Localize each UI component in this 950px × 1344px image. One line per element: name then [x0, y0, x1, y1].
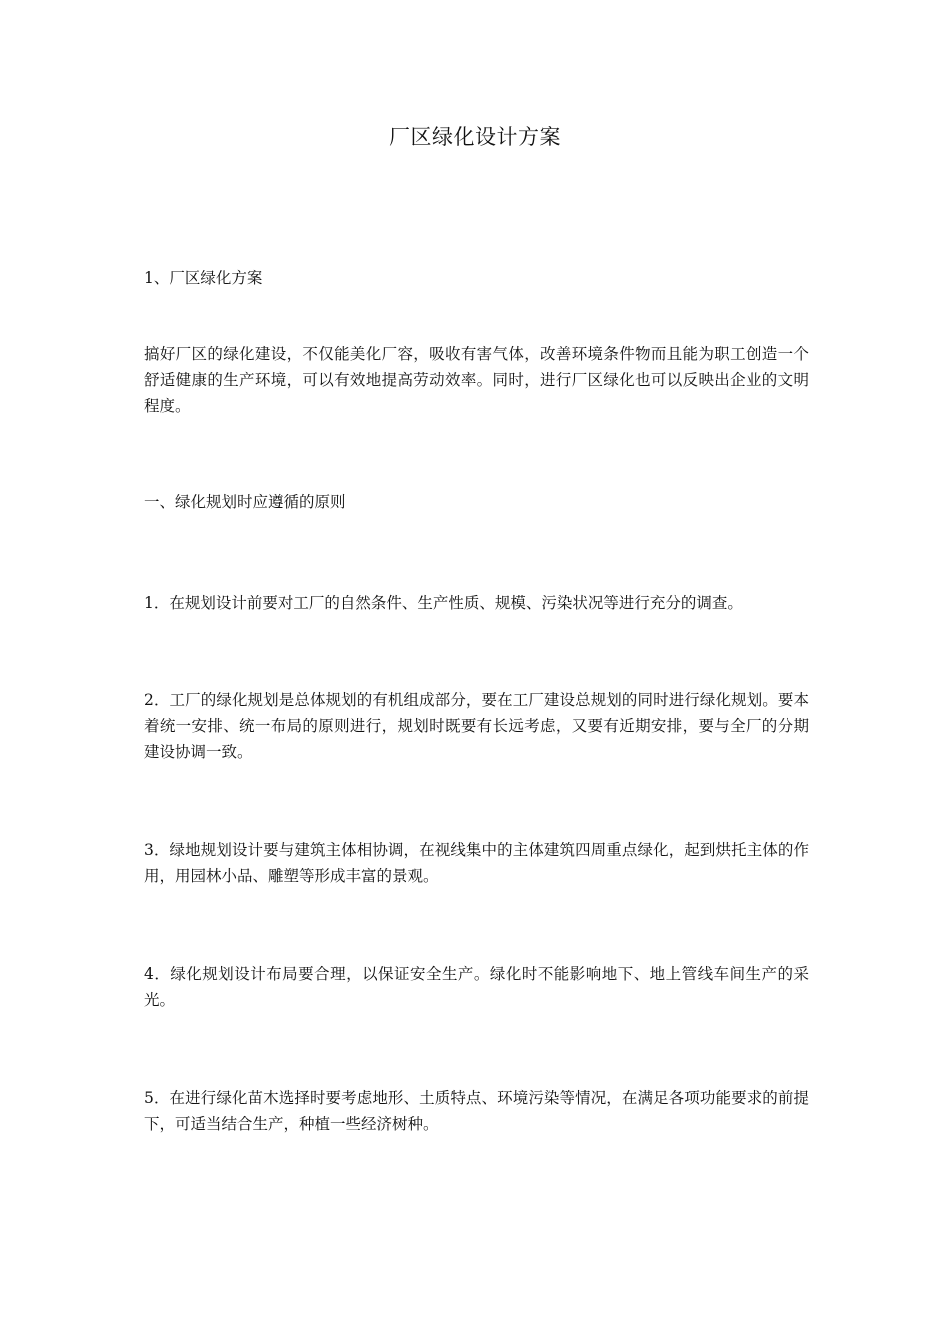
- principle-item-3: 3．绿地规划设计要与建筑主体相协调，在视线集中的主体建筑四周重点绿化，起到烘托主体的作用，用园林小品、雕塑等形成丰富的景观。: [144, 841, 809, 885]
- principle-item-4: 4．绿化规划设计布局要合理，以保证安全生产。绿化时不能影响地下、地上管线车间生产的采光。: [144, 965, 809, 1009]
- principle-item-5: 5．在进行绿化苗木选择时要考虑地形、土质特点、环境污染等情况，在满足各项功能要求的前提下，可适当结合生产，种植一些经济树种。: [144, 1089, 809, 1133]
- section-heading: 1、厂区绿化方案: [144, 269, 263, 287]
- intro-paragraph: 搞好厂区的绿化建设，不仅能美化厂容，吸收有害气体，改善环境条件物而且能为职工创造一个舒适健康的生产环境，可以有效地提高劳动效率。同时，进行厂区绿化也可以反映出企业的文明程度。: [144, 345, 809, 415]
- principles-heading: 一、绿化规划时应遵循的原则: [144, 493, 346, 511]
- principle-item-1: 1．在规划设计前要对工厂的自然条件、生产性质、规模、污染状况等进行充分的调查。: [144, 594, 743, 612]
- principle-item-2: 2．工厂的绿化规划是总体规划的有机组成部分，要在工厂建设总规划的同时进行绿化规划。要本着统一安排、统一布局的原则进行，规划时既要有长远考虑，又要有近期安排，要与全厂的分期建设协调一致。: [144, 691, 809, 761]
- document-title: 厂区绿化设计方案: [389, 125, 561, 149]
